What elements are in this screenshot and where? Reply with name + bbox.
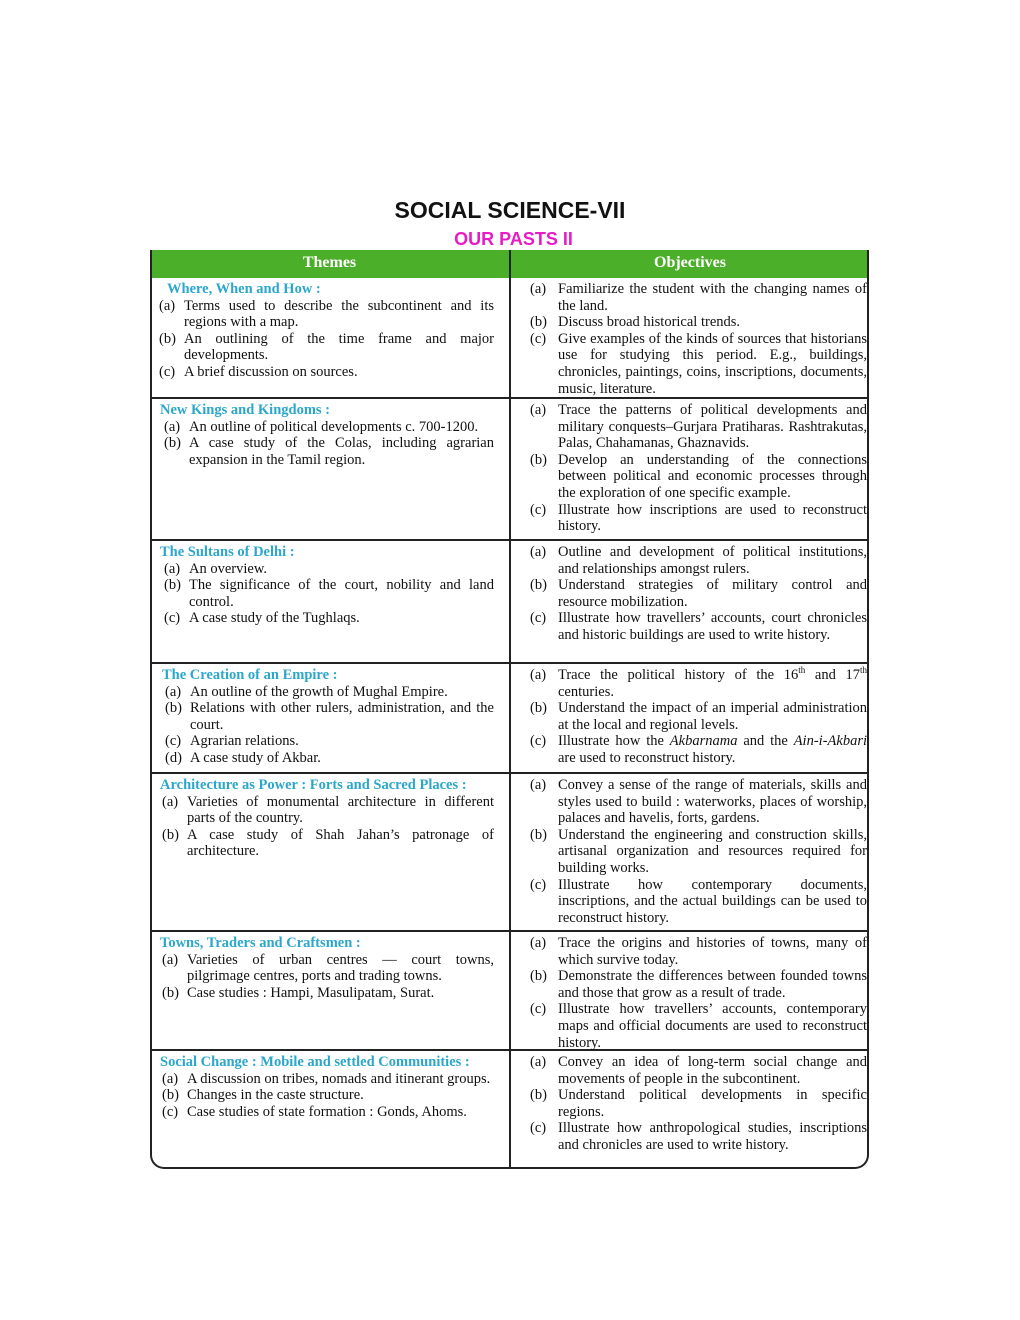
- theme-cell: [153, 667, 494, 767]
- list-item: (a) Trace the political history of the 16th and 17th centuries.: [530, 665, 867, 700]
- themes-header: Themes: [302, 254, 357, 271]
- list-item: (b) Case studies : Hampi, Masulipatam, Surat.: [162, 984, 435, 1001]
- page-title: SOCIAL SCIENCE-VII: [394, 197, 626, 223]
- list-item: (a) Convey an idea of long-term social change and movements of people in the subcontinent.: [530, 1054, 867, 1087]
- theme-cell: [153, 1054, 494, 1120]
- section-title: Where, When and How :: [167, 281, 321, 297]
- list-item: (a) Varieties of monumental architecture in different parts of the country.: [162, 793, 494, 827]
- page-subtitle: OUR PASTS II: [454, 229, 573, 249]
- list-item: (b) A case study of Shah Jahan’s patronage of architecture.: [162, 826, 494, 860]
- objective-cell: [530, 281, 867, 397]
- theme-cell: [153, 402, 494, 468]
- objective-cell: [530, 544, 867, 644]
- section-title: Towns, Traders and Craftsmen :: [160, 935, 361, 951]
- list-item: (c) A brief discussion on sources.: [159, 363, 358, 380]
- list-item: (a) Trace the origins and histories of towns, many of which survive today.: [530, 935, 867, 968]
- row-divider: [152, 930, 867, 932]
- row-divider: [152, 397, 867, 399]
- section-title: New Kings and Kingdoms :: [160, 402, 331, 418]
- list-item: (a) An outline of the growth of Mughal Empire.: [165, 683, 448, 700]
- list-item: (b) Demonstrate the differences between founded towns and those that grow as a result of trade.: [530, 968, 867, 1001]
- objective-cell: [530, 667, 867, 767]
- list-item: (b) Understand the impact of an imperial administration at the local and regional levels.: [530, 700, 867, 733]
- list-item: (c) Illustrate how anthropological studies, inscriptions and chronicles are used to write history.: [530, 1120, 867, 1153]
- list-item: (b) An outlining of the time frame and major developments.: [159, 330, 494, 364]
- objective-cell: [530, 935, 867, 1051]
- section-title: The Sultans of Delhi :: [160, 544, 295, 560]
- objective-cell: [530, 777, 867, 926]
- theme-cell: [159, 281, 494, 381]
- objectives-header: Objectives: [654, 254, 726, 271]
- objective-cell: [530, 1054, 867, 1154]
- list-item: (c) Give examples of the kinds of sources that historians use for studying this period. E.g., buildings, chronicles, paintings, coins, inscriptions, documents, music, literature.: [530, 330, 867, 397]
- list-item: (c) Illustrate how travellers’ accounts, court chronicles and historic buildings are used to write history.: [530, 610, 867, 643]
- list-item: (b) Develop an understanding of the connections between political and economic processes through the exploration of one specific example.: [530, 451, 867, 501]
- list-item: (c) A case study of the Tughlaqs.: [164, 610, 360, 627]
- list-item: (c) Illustrate how contemporary documents, inscriptions, and the actual buildings can be used to reconstruct history.: [530, 876, 867, 926]
- row-divider: [152, 539, 867, 541]
- row-divider: [152, 772, 867, 774]
- list-item: (c) Illustrate how travellers’ accounts, contemporary maps and official documents are used to reconstruct history.: [530, 1001, 867, 1051]
- list-item: (b) Understand the engineering and construction skills, artisanal organization and resources required for building works.: [530, 826, 867, 876]
- syllabus-table: [150, 250, 869, 1169]
- column-divider: [509, 250, 511, 1167]
- list-item: (a) Varieties of urban centres — court towns, pilgrimage centres, ports and trading towns.: [162, 951, 494, 985]
- section-title: Social Change : Mobile and settled Communities :: [160, 1054, 470, 1070]
- list-item: (b) Discuss broad historical trends.: [530, 314, 741, 331]
- list-item: (a) An overview.: [164, 560, 267, 577]
- list-item: (b) A case study of the Colas, including agrarian expansion in the Tamil region.: [164, 435, 494, 468]
- section-title: The Creation of an Empire :: [162, 667, 338, 683]
- list-item: (b) The significance of the court, nobility and land control.: [164, 577, 494, 610]
- section-title: Architecture as Power : Forts and Sacred Places :: [160, 777, 467, 793]
- row-divider: [152, 662, 867, 664]
- list-item: (c) Case studies of state formation : Gonds, Ahoms.: [162, 1103, 467, 1120]
- list-item: (a) A discussion on tribes, nomads and itinerant groups.: [162, 1070, 491, 1087]
- list-item: (b) Changes in the caste structure.: [162, 1087, 364, 1104]
- list-item: (b) Understand political developments in specific regions.: [530, 1087, 867, 1120]
- list-item: (a) Convey a sense of the range of materials, skills and styles used to build : waterworks, places of worship, palaces and havelis, forts, gardens.: [530, 777, 867, 827]
- theme-cell: [153, 777, 494, 860]
- list-item: (d) A case study of Akbar.: [165, 749, 321, 766]
- list-item: (a) Trace the patterns of political developments and military conquests–Gurjara Pratiharas. Rashtrakutas, Palas, Chahamanas, Ghaznavids.: [530, 402, 867, 452]
- list-item: (c) Illustrate how inscriptions are used to reconstruct history.: [530, 501, 867, 535]
- theme-cell: [153, 544, 494, 627]
- list-item: (b) Understand strategies of military control and resource mobilization.: [530, 577, 867, 610]
- list-item: (c) Illustrate how the Akbarnama and the Ain-i-Akbari are used to reconstruct history.: [530, 733, 867, 766]
- list-item: (a) Familiarize the student with the changing names of the land.: [530, 281, 867, 314]
- theme-cell: [153, 935, 494, 1001]
- objective-cell: [530, 402, 867, 535]
- list-item: (c) Agrarian relations.: [165, 733, 299, 750]
- list-item: (a) Outline and development of political institutions, and relationships amongst rulers.: [530, 544, 867, 577]
- list-item: (a) Terms used to describe the subcontinent and its regions with a map.: [159, 297, 494, 331]
- list-item: (a) An outline of political developments c. 700-1200.: [164, 418, 479, 435]
- list-item: (b) Relations with other rulers, administration, and the court.: [165, 700, 494, 733]
